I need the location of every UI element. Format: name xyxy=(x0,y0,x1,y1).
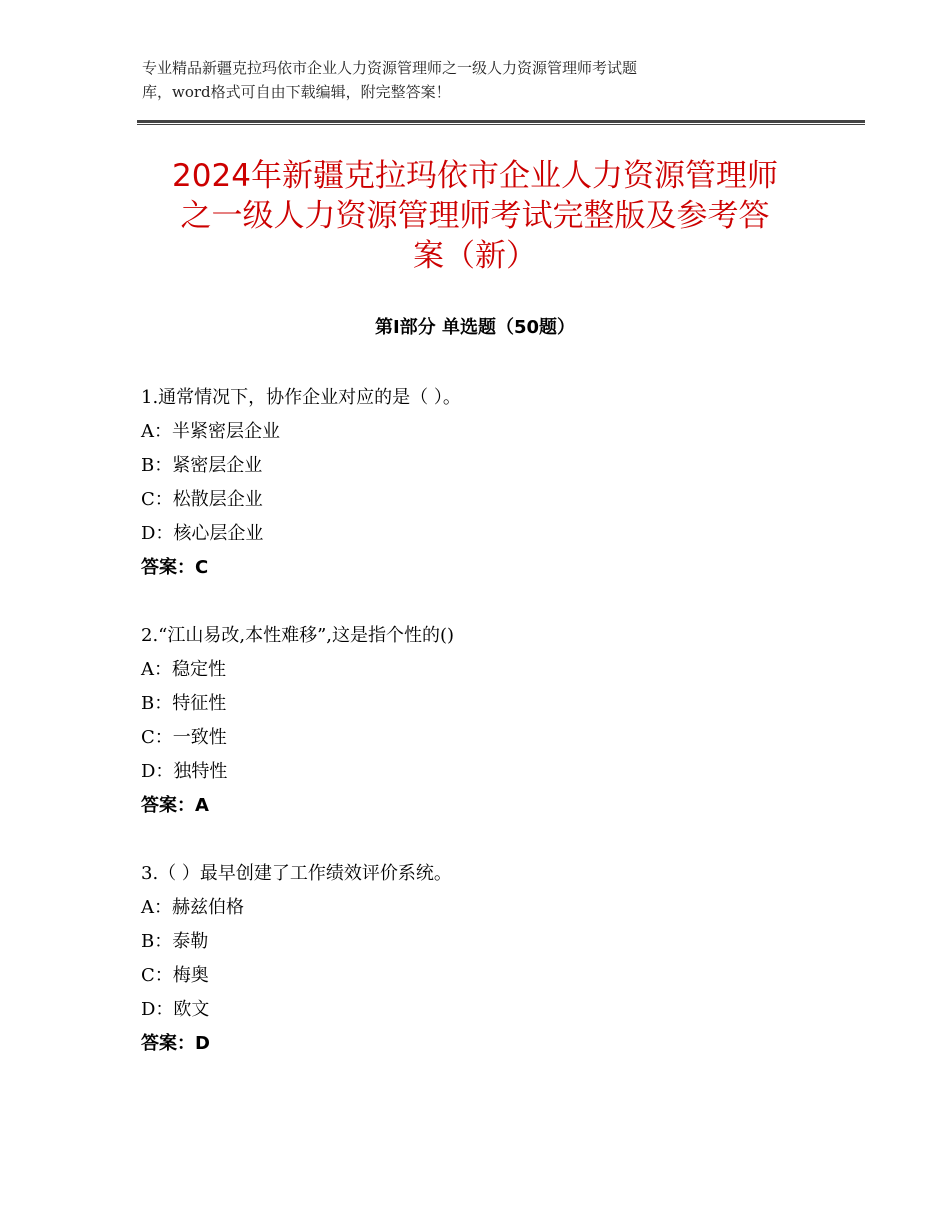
option-d: D：核心层企业 xyxy=(141,523,264,544)
document-title-line-2: 之一级人力资源管理师考试完整版及参考答 xyxy=(180,198,770,234)
header-divider xyxy=(137,120,865,125)
option-a: A：半紧密层企业 xyxy=(141,421,280,442)
option-c: C：松散层企业 xyxy=(141,489,263,510)
question-3 xyxy=(141,857,841,1061)
option-c: C：梅奥 xyxy=(141,965,209,986)
answer-label: 答案：A xyxy=(141,795,209,816)
answer-label: 答案：C xyxy=(141,557,209,578)
header-note xyxy=(142,56,792,104)
option-a: A：赫兹伯格 xyxy=(141,897,244,918)
option-b: B：紧密层企业 xyxy=(141,455,263,476)
option-d: D：独特性 xyxy=(141,761,228,782)
question-stem: 1.通常情况下，协作企业对应的是（ ）。 xyxy=(141,387,461,408)
document-title xyxy=(130,156,820,276)
option-a: A：稳定性 xyxy=(141,659,226,680)
question-stem: 2.“江山易改,本性难移”,这是指个性的() xyxy=(141,625,455,646)
answer-label: 答案：D xyxy=(141,1033,210,1054)
option-c: C：一致性 xyxy=(141,727,227,748)
section-heading: 第Ⅰ部分 单选题（50题） xyxy=(374,317,575,338)
question-stem: 3.（ ）最早创建了工作绩效评价系统。 xyxy=(141,863,452,884)
option-b: B：特征性 xyxy=(141,693,227,714)
document-title-line-3: 案（新） xyxy=(413,238,537,274)
option-b: B：泰勒 xyxy=(141,931,209,952)
question-list xyxy=(141,381,841,1095)
header-note-line-2: 库，word格式可自由下载编辑，附完整答案！ xyxy=(142,83,451,101)
question-1 xyxy=(141,381,841,585)
header-note-line-1: 专业精品新疆克拉玛依市企业人力资源管理师之一级人力资源管理师考试题 xyxy=(142,59,638,77)
question-2 xyxy=(141,619,841,823)
option-d: D：欧文 xyxy=(141,999,210,1020)
document-title-line-1: 2024年新疆克拉玛依市企业人力资源管理师 xyxy=(172,158,778,194)
